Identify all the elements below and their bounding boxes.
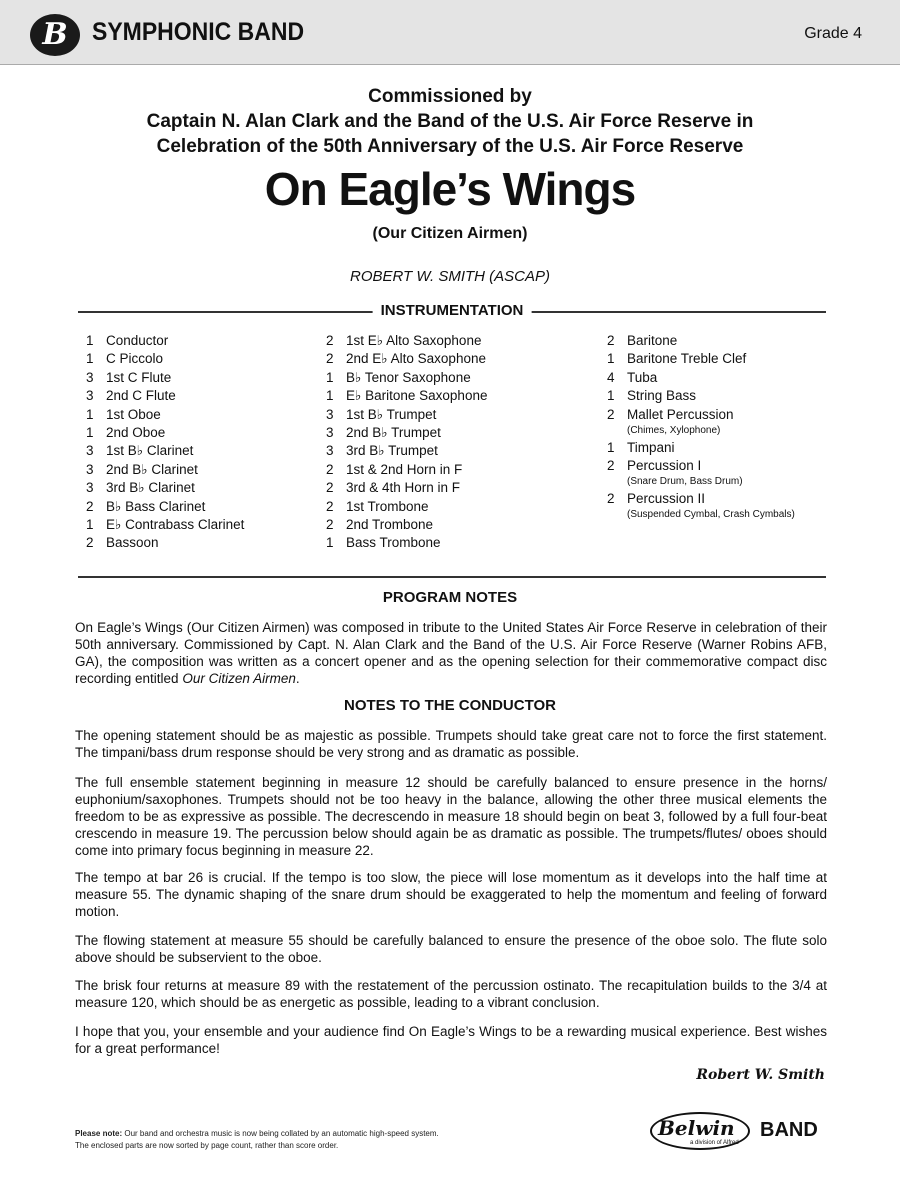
instrumentation-heading: INSTRUMENTATION — [373, 302, 532, 319]
instrument-quantity: 4 — [607, 369, 615, 385]
instrument-quantity: 2 — [607, 406, 615, 422]
instrument-quantity: 3 — [86, 443, 94, 459]
program-notes-text-end: . — [295, 671, 300, 686]
instrument-row — [607, 351, 847, 369]
instrument-quantity: 2 — [86, 535, 94, 551]
footer-note-label: Please note: — [75, 1129, 123, 1138]
instrument-quantity: 2 — [326, 333, 334, 348]
instrument-quantity: 2 — [607, 490, 615, 506]
instrument-row — [86, 480, 306, 498]
instrument-quantity: 3 — [86, 461, 94, 477]
instrument-row — [86, 370, 306, 388]
commission-line-2: Captain N. Alan Clark and the Band of the U.S. Air Force Reserve in — [146, 111, 754, 132]
footer-note-line-1: Our band and orchestra music is now being collated by an automatic high-speed system. — [124, 1129, 439, 1138]
instrument-row — [607, 491, 847, 524]
instrument-name: B♭ Bass Clarinet — [106, 498, 206, 514]
publisher-logo — [650, 1110, 830, 1150]
header-bar — [0, 0, 900, 65]
instrument-name: 1st & 2nd Horn in F — [346, 461, 463, 477]
conductor-paragraph: The flowing statement at measure 55 should be carefully balanced to ensure the presence of the oboe solo. The flute solo above should be subservient to the oboe. — [75, 933, 827, 965]
instrument-row — [86, 535, 306, 553]
grade-label: Grade 4 — [804, 25, 862, 42]
instrument-detail: (Snare Drum, Bass Drum) — [627, 475, 743, 487]
instrument-quantity: 1 — [86, 406, 94, 422]
instrument-row — [326, 480, 586, 498]
instrument-quantity: 2 — [326, 516, 334, 532]
conductor-paragraph: I hope that you, your ensemble and your audience find On Eagle’s Wings to be a rewarding musical experience. Best wishes for a great performance! — [75, 1024, 827, 1056]
instrumentation-rule — [78, 302, 826, 320]
instrument-quantity: 3 — [326, 406, 334, 422]
publisher-band: BAND — [760, 1119, 818, 1141]
program-notes-heading: PROGRAM NOTES — [382, 589, 518, 606]
publisher-brand: Belwin — [658, 1116, 735, 1140]
instrumentation-column-3 — [607, 333, 847, 524]
series-logo: B — [30, 14, 80, 56]
instrument-row — [326, 370, 586, 388]
instrument-row — [607, 370, 847, 388]
instrument-quantity: 3 — [326, 424, 334, 440]
instrument-quantity: 1 — [607, 439, 615, 455]
instrument-name: Timpani — [627, 439, 675, 455]
conductor-paragraph: The tempo at bar 26 is crucial. If the tempo is too slow, the piece will lose momentum as it develops into the half time at measure 55. The dynamic shaping of the snare drum should be exaggerated to help the momentum and feeling of forward motion. — [75, 870, 827, 919]
instrument-name: Conductor — [106, 333, 169, 348]
instrument-name: Bass Trombone — [346, 535, 441, 551]
instrumentation-column-1 — [86, 333, 306, 554]
instrument-row — [607, 440, 847, 458]
instrumentation-column-2 — [326, 333, 586, 554]
instrument-row — [607, 407, 847, 440]
instrument-row — [326, 425, 586, 443]
instrument-name: B♭ Tenor Saxophone — [346, 369, 471, 385]
instrument-row — [86, 407, 306, 425]
instrument-name: 2nd Trombone — [346, 516, 434, 532]
program-notes-text-main: On Eagle’s Wings (Our Citizen Airmen) was composed in tribute to the United States Air Force Reserve in celebration of their 50th anniversary. Commissioned by Capt. N. Alan Clark and the Band of the U.S. Air Force Reserve (Warner Robins AFB, GA), the composition was written as a concert opener and as the opening selection for their commemorative compact disc recording entitled — [75, 620, 827, 686]
series-title: SYMPHONIC BAND — [92, 18, 305, 46]
instrument-row — [86, 388, 306, 406]
instrument-detail: (Suspended Cymbal, Crash Cymbals) — [627, 508, 795, 520]
instrument-name: 1st C Flute — [106, 369, 172, 385]
instrument-quantity: 1 — [326, 535, 334, 551]
instrument-name: Percussion I — [627, 457, 702, 473]
instrument-row — [326, 499, 586, 517]
instrument-row — [326, 351, 586, 369]
instrument-name: 3rd & 4th Horn in F — [346, 480, 461, 496]
commission-block — [0, 84, 900, 159]
instrument-name: 1st Trombone — [346, 498, 429, 514]
instrument-name: 1st B♭ Clarinet — [106, 443, 194, 459]
commission-line-3: Celebration of the 50th Anniversary of the U.S. Air Force Reserve — [156, 136, 744, 157]
instrument-quantity: 1 — [607, 388, 615, 404]
piece-subtitle: (Our Citizen Airmen) — [372, 225, 528, 242]
instrument-quantity: 1 — [607, 351, 615, 367]
instrument-quantity: 1 — [326, 369, 334, 385]
footer-note-line-2: The enclosed parts are now sorted by page count, rather than score order. — [75, 1141, 339, 1150]
conductor-paragraph: The opening statement should be as majestic as possible. Trumpets should take great care not to force the first statement. The timpani/bass drum response should be very strong and as dramatic as possible. — [75, 728, 827, 760]
conductor-paragraph: The full ensemble statement beginning in measure 12 should be carefully balanced to ensure presence in the horns/ euphonium/saxophones. Trumpets should not be too heavy in the balance, allowing the other three musical elements the freedom to be as expressive as possible. The decrescendo in measure 18 should begin on beat 3, followed by a full four-beat crescendo in measure 19. The percussion below should again be as dramatic as possible. The trumpets/flutes/ oboes should come into primary focus beginning in measure 22. — [75, 775, 827, 858]
instrument-name: String Bass — [627, 388, 697, 404]
instrument-quantity: 2 — [326, 498, 334, 514]
instrument-row — [607, 388, 847, 406]
instrument-row — [86, 425, 306, 443]
instrument-quantity: 2 — [326, 480, 334, 496]
instrument-name: Percussion II — [627, 490, 706, 506]
instrument-name: Tuba — [627, 369, 658, 385]
piece-title: On Eagle’s Wings — [264, 163, 636, 215]
instrument-quantity: 1 — [86, 333, 94, 348]
instrument-quantity: 3 — [86, 369, 94, 385]
instrument-name: 3rd B♭ Trumpet — [346, 443, 438, 459]
instrument-quantity: 1 — [326, 388, 334, 404]
instrument-name: 1st Oboe — [106, 406, 161, 422]
instrument-name: 1st B♭ Trumpet — [346, 406, 437, 422]
instrument-name: Baritone — [627, 333, 678, 348]
instrument-row — [326, 535, 586, 553]
commission-line-1: Commissioned by — [368, 86, 532, 107]
publisher-division: a division of Alfred — [690, 1140, 739, 1146]
instrument-name: 2nd Oboe — [106, 424, 166, 440]
instrument-row — [326, 333, 586, 351]
instrument-detail: (Chimes, Xylophone) — [627, 424, 721, 436]
instrument-name: 2nd B♭ Trumpet — [346, 424, 441, 440]
instrument-row — [326, 517, 586, 535]
instrument-row — [86, 443, 306, 461]
program-notes-album-title: Our Citizen Airmen — [182, 671, 296, 686]
instrument-quantity: 2 — [607, 457, 615, 473]
instrument-name: Baritone Treble Clef — [627, 351, 747, 367]
instrument-row — [326, 443, 586, 461]
instrument-quantity: 2 — [86, 498, 94, 514]
conductor-notes-heading: NOTES TO THE CONDUCTOR — [344, 697, 556, 714]
instrument-name: 3rd B♭ Clarinet — [106, 480, 195, 496]
instrument-quantity: 1 — [86, 351, 94, 367]
instrument-row — [86, 499, 306, 517]
instrument-name: 2nd E♭ Alto Saxophone — [346, 351, 486, 367]
instrument-quantity: 2 — [607, 333, 615, 348]
composer-credit: ROBERT W. SMITH (ASCAP) — [349, 268, 550, 285]
instrument-quantity: 2 — [326, 461, 334, 477]
instrument-row — [326, 388, 586, 406]
instrument-name: 1st E♭ Alto Saxophone — [346, 333, 482, 348]
instrument-row — [86, 351, 306, 369]
composer-signature: Robert W. Smith — [696, 1067, 825, 1083]
instrument-name: 2nd B♭ Clarinet — [106, 461, 198, 477]
instrument-row — [326, 462, 586, 480]
instrument-name: C Piccolo — [106, 351, 164, 367]
conductor-paragraph: The brisk four returns at measure 89 with the restatement of the percussion ostinato. The recapitulation builds to the 3/4 at measure 120, which should be as energetic as possible, leading to a vibrant conclusion. — [75, 978, 827, 1010]
footer-note — [75, 1128, 439, 1152]
instrument-row — [326, 407, 586, 425]
instrument-quantity: 3 — [86, 388, 94, 404]
instrument-quantity: 1 — [86, 424, 94, 440]
instrument-name: E♭ Baritone Saxophone — [346, 388, 488, 404]
divider — [78, 576, 826, 578]
instrument-quantity: 3 — [326, 443, 334, 459]
program-notes-text — [75, 619, 827, 687]
instrument-row — [607, 458, 847, 491]
instrument-quantity: 3 — [86, 480, 94, 496]
instrument-name: Bassoon — [106, 535, 159, 551]
instrument-row — [86, 333, 306, 351]
instrument-quantity: 1 — [86, 516, 94, 532]
instrument-row — [607, 333, 847, 351]
instrument-name: E♭ Contrabass Clarinet — [106, 516, 245, 532]
instrument-quantity: 2 — [326, 351, 334, 367]
instrument-row — [86, 517, 306, 535]
instrument-name: 2nd C Flute — [106, 388, 176, 404]
instrument-name: Mallet Percussion — [627, 406, 734, 422]
instrument-row — [86, 462, 306, 480]
